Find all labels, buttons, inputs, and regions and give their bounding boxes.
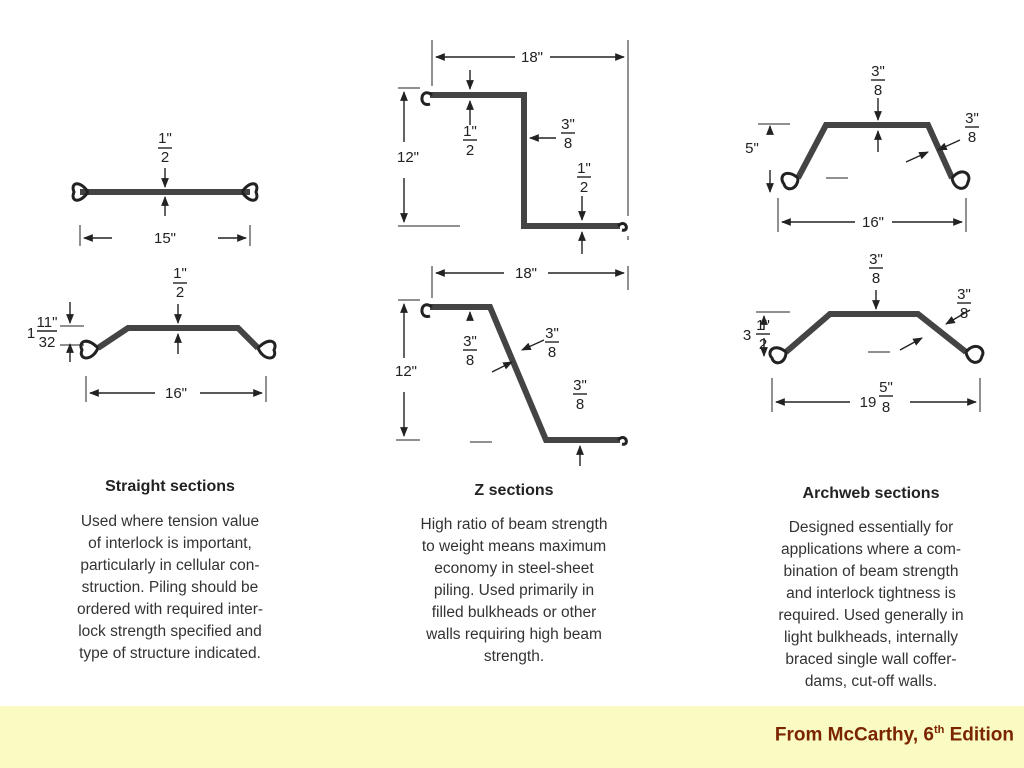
- straight-bottom-width: 16": [164, 385, 188, 402]
- arch-description: Designed essentially for applications where a com- bination of beam strength and interlock tightness is required. Used generally in light bulkheads, internally braced single wall coffer- dams, cut-off walls.: [778, 519, 964, 690]
- z-title: Z sections: [474, 482, 554, 499]
- z-top-width: 18": [520, 49, 544, 66]
- straight-bottom-depth-whole: 1: [26, 325, 36, 342]
- z-bottom-web-num: 3": [545, 325, 559, 342]
- z-bottom-flange2-num: 3": [573, 377, 587, 394]
- z-bottom-flange-den: 8: [465, 352, 475, 369]
- z-top-section: [398, 40, 628, 254]
- straight-bottom-depth-den: 32: [38, 334, 56, 351]
- arch-top-section: [758, 98, 969, 232]
- z-top-depth: 12": [396, 149, 420, 166]
- credit-superscript: th: [933, 724, 945, 736]
- z-description: High ratio of beam strength to weight means maximum economy in steel-sheet piling. Used primarily in filled bulkheads or other walls requiring high beam strength.: [420, 516, 608, 665]
- straight-top-thickness-den: 2: [160, 149, 170, 166]
- credit-prefix: From McCarthy, 6: [774, 724, 934, 746]
- arch-bottom-width-whole: 19: [859, 394, 877, 411]
- z-top-flange2-den: 2: [579, 179, 589, 196]
- arch-bottom-depth-den: 2: [758, 336, 768, 353]
- z-bottom-flange-num: 3": [463, 333, 477, 350]
- z-bottom-section: [396, 266, 628, 466]
- straight-description: Used where tension value of interlock is important, particularly in cellular con- struction. Piling should be ordered with required inter- lock strength specified and type of structure indicated.: [76, 513, 264, 662]
- straight-bottom-thickness-den: 2: [175, 284, 185, 301]
- arch-bottom-width-den: 8: [881, 399, 891, 416]
- z-bottom-web-den: 8: [547, 344, 557, 361]
- arch-bottom-crown-den: 8: [871, 270, 881, 287]
- arch-bottom-width-num: 5": [879, 379, 893, 396]
- z-top-flange-num: 1": [463, 123, 477, 140]
- z-bottom-width: 18": [514, 265, 538, 282]
- straight-bottom-thickness-num: 1": [173, 265, 187, 282]
- straight-top-width: 15": [153, 230, 177, 247]
- arch-bottom-crown-num: 3": [869, 251, 883, 268]
- arch-top-crown-num: 3": [871, 63, 885, 80]
- arch-bottom-depth-num: 1": [756, 317, 770, 334]
- arch-title: Archweb sections: [802, 485, 940, 502]
- arch-top-crown-den: 8: [873, 82, 883, 99]
- straight-bottom-depth-num: 11": [36, 314, 58, 331]
- arch-bottom-web-den: 8: [959, 305, 969, 322]
- footer-bar: [0, 706, 1024, 768]
- z-top-web-num: 3": [561, 116, 575, 133]
- z-top-flange-den: 2: [465, 142, 475, 159]
- source-credit: [775, 724, 1014, 746]
- arch-top-web-den: 8: [967, 129, 977, 146]
- z-top-web-den: 8: [563, 135, 573, 152]
- straight-title: Straight sections: [105, 478, 235, 495]
- z-bottom-depth: 12": [394, 363, 418, 380]
- credit-suffix: Edition: [944, 724, 1014, 746]
- arch-bottom-depth-whole: 3: [742, 327, 752, 344]
- arch-top-width: 16": [861, 214, 885, 231]
- z-bottom-flange2-den: 8: [575, 396, 585, 413]
- arch-bottom-web-num: 3": [957, 286, 971, 303]
- arch-top-web-num: 3": [965, 110, 979, 127]
- arch-top-depth: 5": [745, 140, 759, 157]
- z-top-flange2-num: 1": [577, 160, 591, 177]
- straight-top-thickness-num: 1": [158, 130, 172, 147]
